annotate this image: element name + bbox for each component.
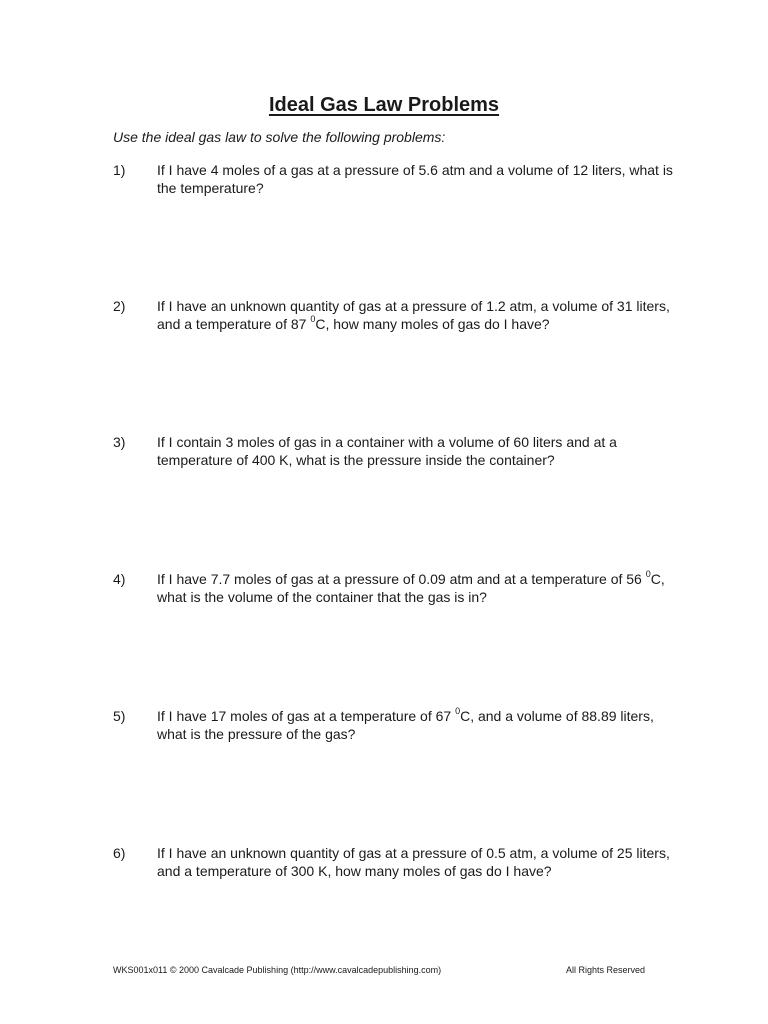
problem-text-before: If I have 17 moles of gas at a temperature of 67 [157, 708, 456, 724]
problem-text [157, 570, 673, 606]
problem-6 [113, 844, 673, 880]
problem-number: 5) [113, 708, 126, 724]
degree-symbol: 0 [310, 314, 316, 325]
problem-text: If I have an unknown quantity of gas at a pressure of 0.5 atm, a volume of 25 liters, and a temperature of 300 K, how many moles of gas do I have? [157, 845, 670, 879]
problem-1 [113, 161, 673, 197]
footer-copyright: WKS001x011 © 2000 Cavalcade Publishing (http://www.cavalcadepublishing.com) [113, 965, 442, 975]
problem-number: 1) [113, 162, 126, 178]
problem-text [157, 297, 673, 333]
problem-4 [113, 570, 673, 606]
problem-text-before: If I have an unknown quantity of gas at a pressure of 1.2 atm, a volume of 31 liters, and a temperature of 87 [157, 298, 670, 332]
instructions: Use the ideal gas law to solve the following problems: [113, 129, 446, 145]
problem-3 [113, 433, 673, 469]
problem-text-before: If I have 7.7 moles of gas at a pressure of 0.09 atm and at a temperature of 56 [157, 571, 646, 587]
degree-symbol: 0 [455, 706, 461, 717]
problem-text-after: C, and a volume of 88.89 liters, what is the pressure of the gas? [157, 708, 654, 742]
problem-number: 2) [113, 298, 126, 314]
footer-rights: All Rights Reserved [566, 965, 646, 975]
problem-number: 3) [113, 434, 126, 450]
problem-text [157, 707, 673, 743]
problem-2 [113, 297, 673, 333]
problem-text-after: C, how many moles of gas do I have? [315, 316, 550, 332]
problem-text: If I contain 3 moles of gas in a container with a volume of 60 liters and at a temperature of 400 K, what is the pressure inside the container? [157, 434, 617, 468]
problem-text-after: C, what is the volume of the container that the gas is in? [157, 571, 665, 605]
problem-number: 4) [113, 571, 126, 587]
page-title: Ideal Gas Law Problems [268, 94, 500, 116]
problem-text: If I have 4 moles of a gas at a pressure of 5.6 atm and a volume of 12 liters, what is the temperature? [157, 162, 673, 196]
problem-5 [113, 707, 673, 743]
degree-symbol: 0 [645, 569, 651, 580]
problem-number: 6) [113, 845, 126, 861]
